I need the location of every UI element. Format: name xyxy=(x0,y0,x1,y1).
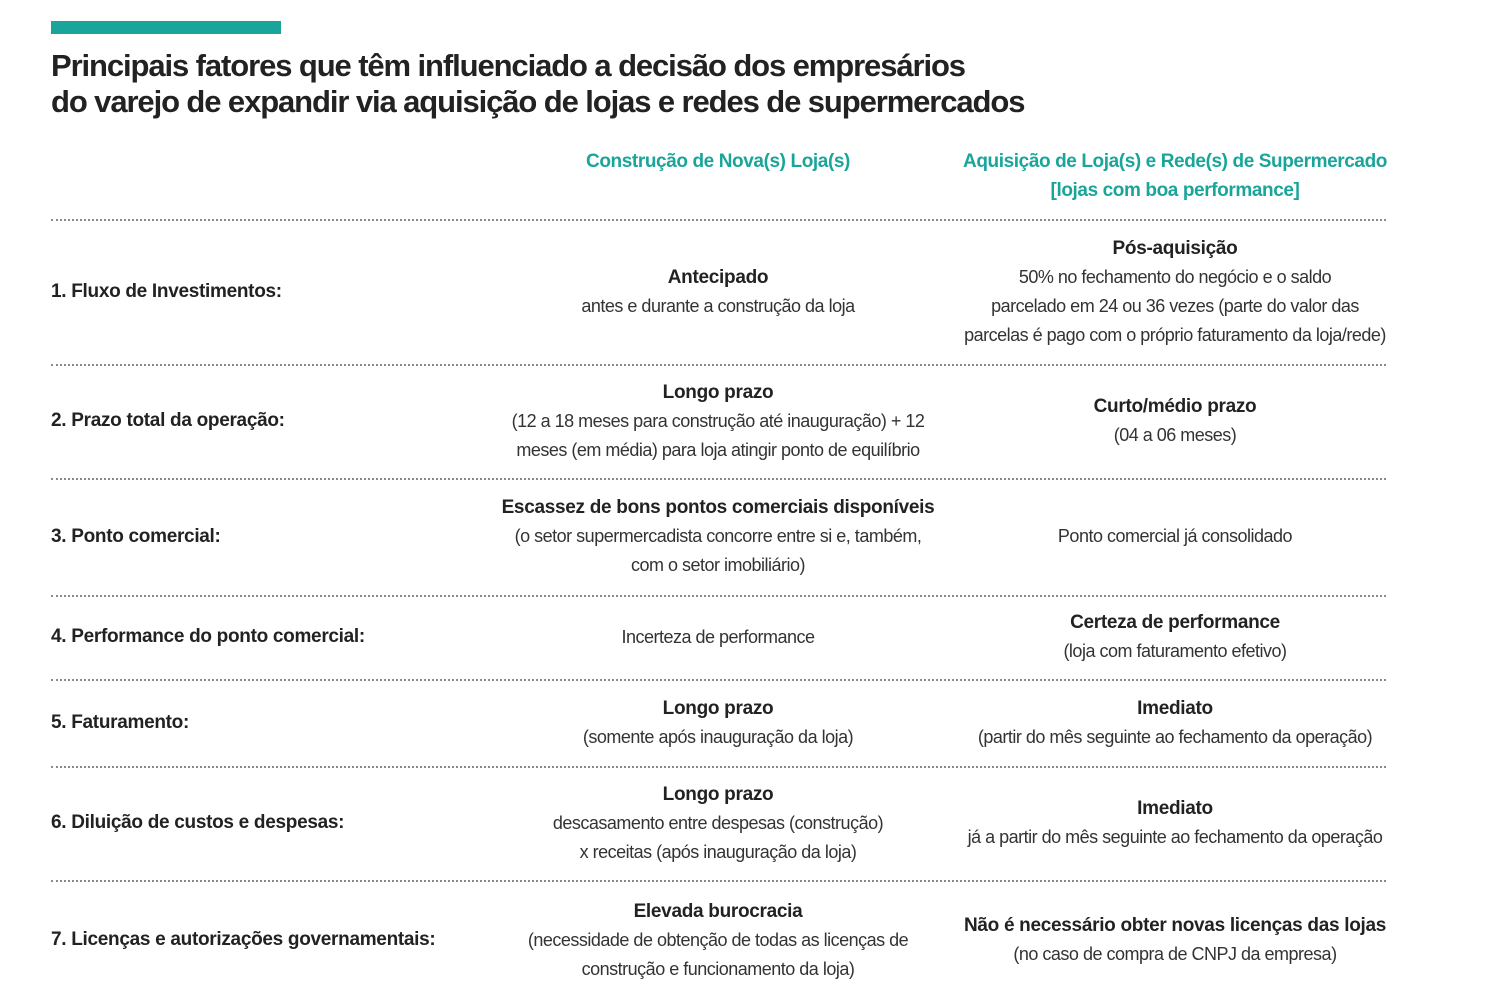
cell-construcao xyxy=(478,595,958,679)
table-row xyxy=(0,679,1500,766)
cell-heading: Pós-aquisição xyxy=(1112,237,1238,259)
cell-heading: Certeza de performance xyxy=(1070,612,1280,633)
cell-text-line: x receitas (após inauguração da loja) xyxy=(579,841,857,862)
cell-text-line: (04 a 06 meses) xyxy=(1113,425,1237,445)
cell-heading: Não é necessário obter novas licenças das lojas xyxy=(963,915,1387,936)
title-line-2: do varejo de expandir via aquisição de lojas e redes de supermercados xyxy=(51,84,1025,119)
column-header-line: Aquisição de Loja(s) e Rede(s) de Supermercado xyxy=(963,151,1387,172)
table-row xyxy=(0,364,1500,478)
cell-text-line: construção e funcionamento da loja) xyxy=(581,958,855,979)
cell-heading: Longo prazo xyxy=(662,783,774,805)
cell-text-line: já a partir do mês seguinte ao fechamento da operação xyxy=(967,827,1383,847)
cell-aquisicao xyxy=(950,679,1400,766)
cell-text-line: (loja com faturamento efetivo) xyxy=(1063,641,1287,661)
cell-text-line: (o setor supermercadista concorre entre si e, também, xyxy=(514,526,922,546)
cell-text-line: antes e durante a construção da loja xyxy=(581,295,855,316)
table-row xyxy=(0,880,1500,1000)
column-header-line: Construção de Nova(s) Loja(s) xyxy=(586,151,850,172)
row-label: 6. Diluição de custos e despesas: xyxy=(51,812,345,833)
cell-heading: Longo prazo xyxy=(662,381,774,403)
cell-heading: Imediato xyxy=(1137,798,1213,819)
table-row xyxy=(0,595,1500,679)
cell-heading: Elevada burocracia xyxy=(633,900,803,922)
cell-heading: Curto/médio prazo xyxy=(1093,396,1257,417)
page-title xyxy=(51,48,1151,120)
cell-text-line: com o setor imobiliário) xyxy=(630,555,806,575)
cell-text-line: descasamento entre despesas (construção) xyxy=(552,812,884,833)
accent-bar xyxy=(51,21,281,34)
cell-construcao xyxy=(478,679,958,766)
cell-text-line: parcelas é pago com o próprio faturamento da loja/rede) xyxy=(964,324,1386,345)
cell-aquisicao xyxy=(950,595,1400,679)
row-label: 2. Prazo total da operação: xyxy=(51,410,285,431)
column-header-line: [lojas com boa performance] xyxy=(1050,180,1300,201)
cell-text-line: Ponto comercial já consolidado xyxy=(1057,526,1293,546)
cell-heading: Longo prazo xyxy=(662,697,774,719)
column-header-construcao xyxy=(478,147,958,176)
cell-construcao xyxy=(478,364,958,478)
row-label: 4. Performance do ponto comercial: xyxy=(51,626,365,647)
cell-construcao xyxy=(478,766,958,880)
row-label: 1. Fluxo de Investimentos: xyxy=(51,280,282,302)
cell-aquisicao xyxy=(950,766,1400,880)
row-label: 3. Ponto comercial: xyxy=(51,525,221,547)
cell-construcao xyxy=(478,880,958,1000)
cell-text-line: 50% no fechamento do negócio e o saldo xyxy=(1018,266,1332,287)
cell-heading: Antecipado xyxy=(667,266,769,288)
cell-text-line: (partir do mês seguinte ao fechamento da operação) xyxy=(977,726,1373,747)
cell-text-line: (necessidade de obtenção de todas as licenças de xyxy=(527,929,909,950)
cell-construcao xyxy=(478,478,958,595)
cell-text-line: (12 a 18 meses para construção até inauguração) + 12 xyxy=(511,410,925,431)
cell-aquisicao xyxy=(950,478,1400,595)
row-label: 5. Faturamento: xyxy=(51,711,190,733)
cell-aquisicao xyxy=(950,219,1400,364)
cell-text-line: (somente após inauguração da loja) xyxy=(582,726,854,747)
title-line-1: Principais fatores que têm influenciado a decisão dos empresários xyxy=(51,48,965,83)
cell-text-line: meses (em média) para loja atingir ponto de equilíbrio xyxy=(516,439,920,460)
cell-text-line: Incerteza de performance xyxy=(621,626,815,647)
cell-heading: Imediato xyxy=(1137,697,1213,719)
cell-aquisicao xyxy=(950,880,1400,1000)
cell-heading: Escassez de bons pontos comerciais disponíveis xyxy=(501,497,935,518)
column-header-aquisicao xyxy=(950,147,1400,205)
table-row xyxy=(0,478,1500,595)
cell-construcao xyxy=(478,219,958,364)
cell-text-line: (no caso de compra de CNPJ da empresa) xyxy=(1013,944,1337,964)
table-row xyxy=(0,219,1500,364)
table-row xyxy=(0,766,1500,880)
cell-text-line: parcelado em 24 ou 36 vezes (parte do valor das xyxy=(991,295,1359,316)
row-label: 7. Licenças e autorizações governamentais: xyxy=(51,929,436,950)
cell-aquisicao xyxy=(950,364,1400,478)
